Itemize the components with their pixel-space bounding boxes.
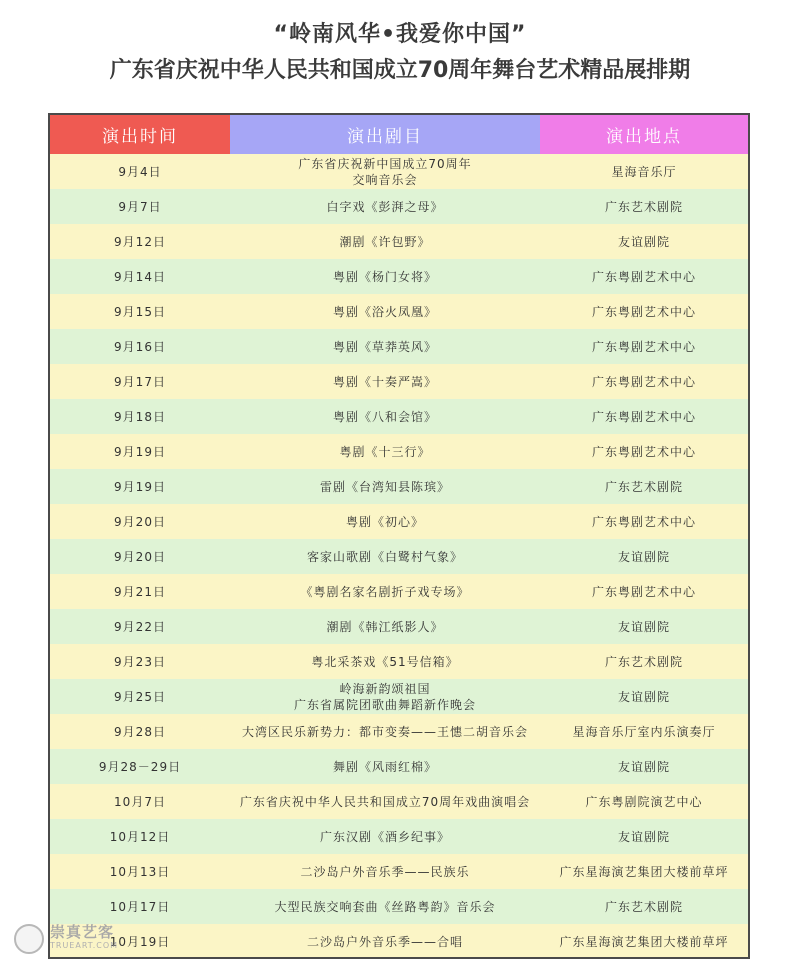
- cell-venue: 广东艺术剧院: [604, 654, 683, 669]
- cell-program: 客家山歌剧《白鹭村气象》: [306, 549, 463, 564]
- cell-venue: 广东粤剧艺术中心: [591, 409, 696, 424]
- table-row: [50, 784, 748, 819]
- cell-venue: 广东粤剧艺术中心: [591, 374, 696, 389]
- table-row: [50, 504, 748, 539]
- cell-program: 二沙岛户外音乐季——民族乐: [300, 864, 470, 879]
- cell-venue: 友谊剧院: [617, 549, 670, 564]
- cell-program: 雷剧《台湾知县陈瑸》: [319, 479, 450, 494]
- cell-venue: 星海音乐厅室内乐演奏厅: [572, 724, 716, 739]
- watermark-logo-icon: [14, 924, 44, 954]
- cell-venue: 广东粤剧院演艺中心: [585, 794, 703, 809]
- cell-time: 10月7日: [114, 794, 166, 809]
- table-row: [50, 364, 748, 399]
- cell-time: 9月21日: [114, 584, 166, 599]
- cell-program: 岭海新韵颂祖国 广东省属院团歌曲舞蹈新作晚会: [293, 681, 476, 712]
- cell-program: 大型民族交响套曲《丝路粤韵》音乐会: [274, 899, 496, 914]
- table-row: [50, 714, 748, 749]
- cell-venue: 友谊剧院: [617, 619, 670, 634]
- table-header: [50, 115, 748, 154]
- table-row: [50, 679, 748, 714]
- table-row: [50, 434, 748, 469]
- table-row: [50, 539, 748, 574]
- cell-venue: 广东艺术剧院: [604, 899, 683, 914]
- watermark-sub: TRUEART.COM: [50, 941, 119, 950]
- cell-program: 潮剧《韩江纸影人》: [326, 619, 444, 634]
- table-row: [50, 259, 748, 294]
- cell-time: 9月28日: [114, 724, 166, 739]
- page-subtitle: 广东省庆祝中华人民共和国成立70周年舞台艺术精品展排期: [109, 58, 691, 83]
- cell-program: 《粤剧名家名剧折子戏专场》: [300, 584, 470, 599]
- title-block: [0, 18, 800, 88]
- cell-program: 广东汉剧《酒乡纪事》: [319, 829, 450, 844]
- table-row: [50, 574, 748, 609]
- cell-program: 粤剧《草莽英风》: [332, 339, 437, 354]
- header-program: 演出剧目: [230, 115, 540, 154]
- cell-venue: 星海音乐厅: [611, 164, 677, 179]
- cell-time: 9月4日: [118, 164, 162, 179]
- table-row: [50, 644, 748, 679]
- table-row: [50, 189, 748, 224]
- cell-time: 9月16日: [114, 339, 166, 354]
- cell-time: 10月19日: [109, 934, 171, 949]
- table-row: [50, 154, 748, 189]
- cell-time: 9月19日: [114, 479, 166, 494]
- table-row: [50, 889, 748, 924]
- cell-venue: 友谊剧院: [617, 759, 670, 774]
- cell-time: 9月22日: [114, 619, 166, 634]
- cell-time: 9月25日: [114, 689, 166, 704]
- watermark-main: 崇真艺客: [50, 923, 115, 941]
- table-row: [50, 854, 748, 889]
- cell-program: 粤剧《八和会馆》: [332, 409, 437, 424]
- watermark-text: [50, 923, 119, 952]
- cell-program: 粤剧《十三行》: [339, 444, 431, 459]
- cell-venue: 友谊剧院: [617, 234, 670, 249]
- cell-time: 9月20日: [114, 514, 166, 529]
- cell-venue: 广东星海演艺集团大楼前草坪: [559, 934, 729, 949]
- cell-program: 粤剧《浴火凤凰》: [332, 304, 437, 319]
- cell-venue: 广东粤剧艺术中心: [591, 304, 696, 319]
- cell-venue: 广东粤剧艺术中心: [591, 339, 696, 354]
- header-venue: 演出地点: [540, 115, 748, 154]
- cell-program: 粤剧《杨门女将》: [332, 269, 437, 284]
- cell-time: 9月23日: [114, 654, 166, 669]
- cell-program: 二沙岛户外音乐季——合唱: [306, 934, 463, 949]
- cell-time: 9月7日: [118, 199, 162, 214]
- header-time: 演出时间: [50, 115, 230, 154]
- cell-time: 9月20日: [114, 549, 166, 564]
- cell-time: 9月14日: [114, 269, 166, 284]
- cell-program: 广东省庆祝中华人民共和国成立70周年戏曲演唱会: [239, 794, 531, 809]
- cell-time: 9月18日: [114, 409, 166, 424]
- table-row: [50, 399, 748, 434]
- schedule-table: [48, 113, 750, 959]
- cell-time: 9月28－29日: [98, 759, 182, 774]
- cell-venue: 广东星海演艺集团大楼前草坪: [559, 864, 729, 879]
- table-row: [50, 924, 748, 959]
- table-row: [50, 469, 748, 504]
- table-row: [50, 294, 748, 329]
- cell-time: 9月17日: [114, 374, 166, 389]
- cell-program: 粤剧《初心》: [345, 514, 424, 529]
- cell-venue: 友谊剧院: [617, 689, 670, 704]
- table-row: [50, 329, 748, 364]
- table-row: [50, 609, 748, 644]
- cell-venue: 广东粤剧艺术中心: [591, 584, 696, 599]
- cell-venue: 广东粤剧艺术中心: [591, 444, 696, 459]
- cell-program: 大湾区民乐新势力：都市变奏——王憓二胡音乐会: [241, 724, 528, 739]
- table-body: [50, 154, 748, 959]
- table-row: [50, 224, 748, 259]
- cell-time: 10月17日: [109, 899, 171, 914]
- page-title: “岭南风华•我爱你中国”: [273, 22, 527, 47]
- cell-venue: 广东艺术剧院: [604, 199, 683, 214]
- table-row: [50, 749, 748, 784]
- cell-time: 9月12日: [114, 234, 166, 249]
- cell-venue: 广东粤剧艺术中心: [591, 514, 696, 529]
- cell-time: 10月13日: [109, 864, 171, 879]
- watermark: [14, 924, 118, 954]
- cell-venue: 广东粤剧艺术中心: [591, 269, 696, 284]
- table-row: [50, 819, 748, 854]
- cell-program: 舞剧《风雨红棉》: [332, 759, 437, 774]
- cell-program: 粤北采茶戏《51号信箱》: [311, 654, 459, 669]
- cell-venue: 友谊剧院: [617, 829, 670, 844]
- cell-time: 9月15日: [114, 304, 166, 319]
- cell-program: 粤剧《十奏严嵩》: [332, 374, 437, 389]
- cell-venue: 广东艺术剧院: [604, 479, 683, 494]
- cell-program: 白字戏《彭湃之母》: [326, 199, 444, 214]
- cell-time: 10月12日: [109, 829, 171, 844]
- cell-program: 潮剧《许包野》: [339, 234, 431, 249]
- cell-program: 广东省庆祝新中国成立70周年 交响音乐会: [298, 156, 472, 187]
- cell-time: 9月19日: [114, 444, 166, 459]
